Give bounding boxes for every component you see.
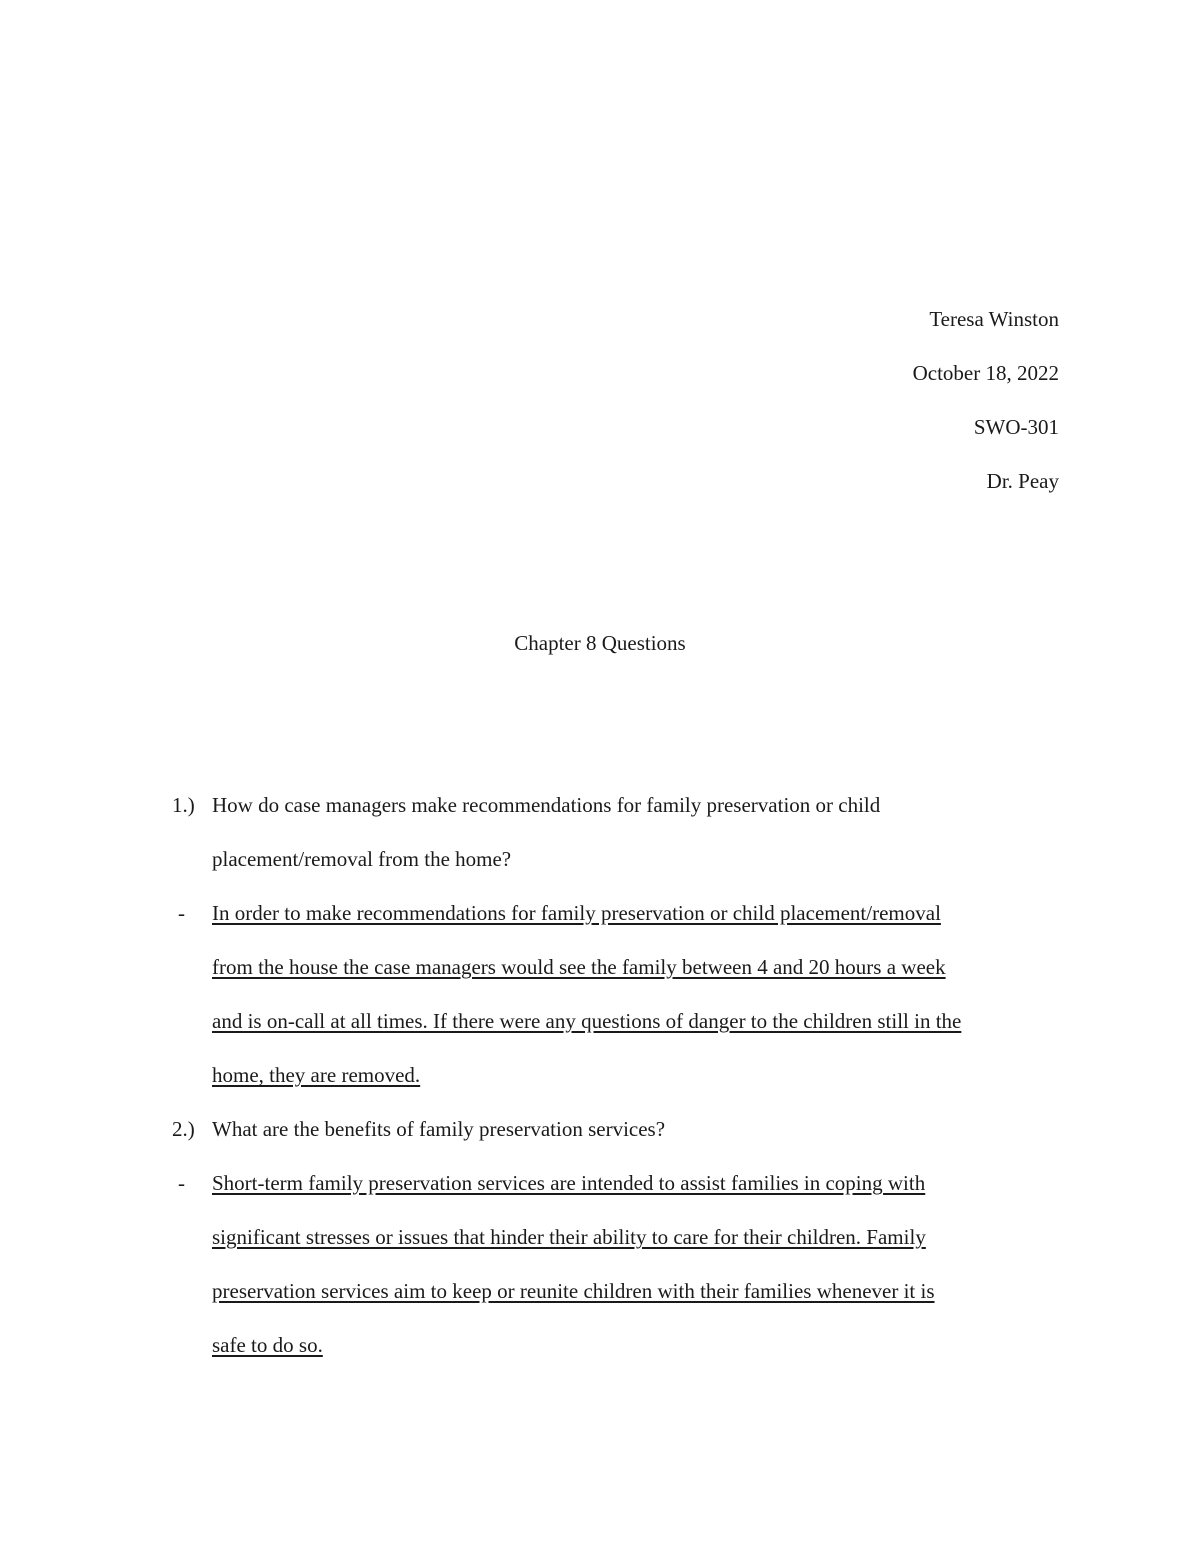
answer-dash: - bbox=[178, 901, 185, 925]
answer-line: home, they are removed. bbox=[212, 1063, 421, 1087]
answer-line: Short-term family preservation services are intended to assist families in coping with bbox=[212, 1171, 926, 1195]
course-code: SWO-301 bbox=[973, 415, 1059, 439]
instructor-name: Dr. Peay bbox=[986, 469, 1059, 493]
student-name: Teresa Winston bbox=[929, 307, 1059, 331]
question-number: 1.) bbox=[172, 793, 195, 817]
answer-1 bbox=[172, 898, 1072, 1114]
answer-line: preservation services aim to keep or reunite children with their families whenever it is bbox=[212, 1279, 935, 1303]
answer-2 bbox=[172, 1168, 1072, 1384]
document-title: Chapter 8 Questions bbox=[514, 631, 686, 655]
answer-line: significant stresses or issues that hinder their ability to care for their children. Family bbox=[212, 1225, 926, 1249]
question-2 bbox=[172, 1114, 1072, 1168]
header-block bbox=[913, 304, 1059, 520]
question-line: What are the benefits of family preservation services? bbox=[212, 1117, 666, 1141]
answer-dash: - bbox=[178, 1171, 185, 1195]
answer-line: and is on-call at all times. If there were any questions of danger to the children still in the bbox=[212, 1009, 962, 1033]
question-1 bbox=[172, 790, 1072, 898]
question-answer-list bbox=[172, 790, 1072, 1384]
answer-line: from the house the case managers would see the family between 4 and 20 hours a week bbox=[212, 955, 946, 979]
question-number: 2.) bbox=[172, 1117, 195, 1141]
question-line: How do case managers make recommendations for family preservation or child bbox=[212, 793, 881, 817]
answer-line: safe to do so. bbox=[212, 1333, 323, 1357]
assignment-date: October 18, 2022 bbox=[912, 361, 1059, 385]
question-line: placement/removal from the home? bbox=[212, 847, 512, 871]
answer-line: In order to make recommendations for family preservation or child placement/removal bbox=[212, 901, 941, 925]
